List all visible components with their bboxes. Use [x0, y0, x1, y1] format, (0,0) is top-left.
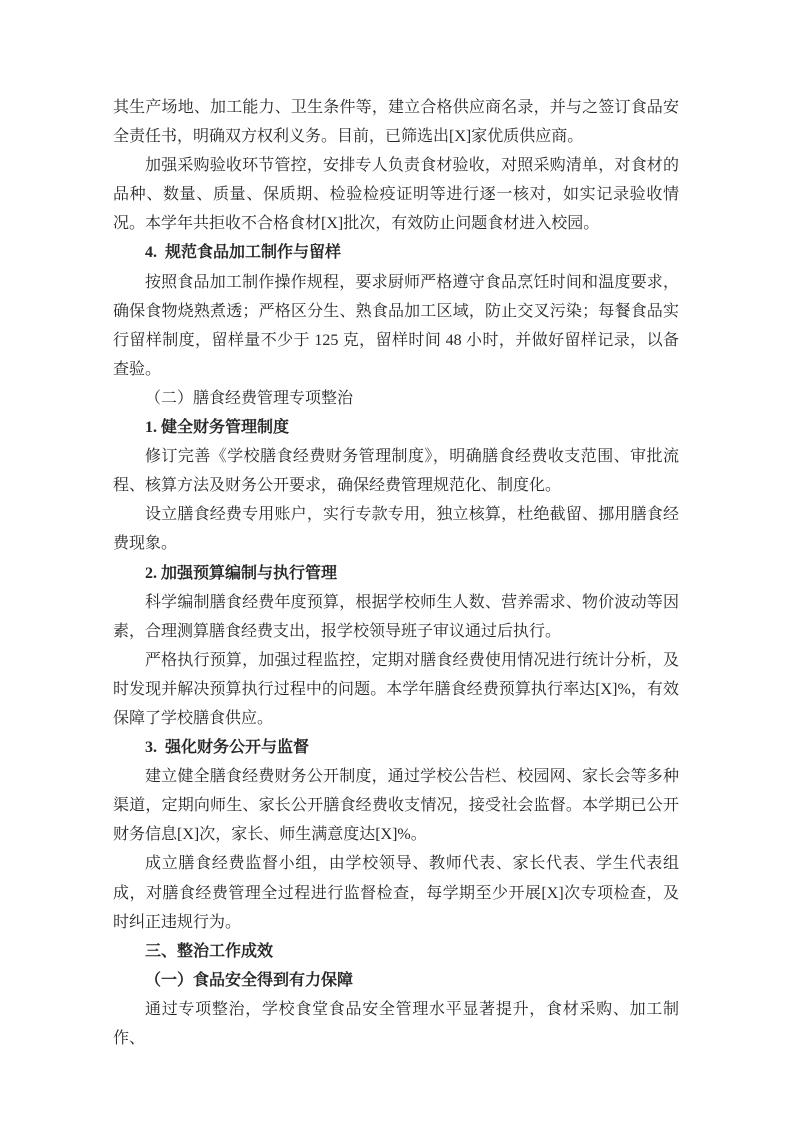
- paragraph-budget-preparation: 科学编制膳食经费年度预算，根据学校师生人数、营养需求、物价波动等因素，合理测算膳食经费支出，报学校领导班子审议通过后执行。: [113, 593, 679, 640]
- paragraph-financial-rules: 修订完善《学校膳食经费财务管理制度》，明确膳食经费收支范围、审批流程、核算方法及财务公开要求，确保经费管理规范化、制度化。: [113, 448, 679, 495]
- paragraph-dedicated-account: 设立膳食经费专用账户，实行专款专用，独立核算，杜绝截留、挪用膳食经费现象。: [113, 506, 679, 553]
- heading-chapter-3-results: 三、整治工作成效: [145, 942, 274, 960]
- heading-1-financial-system: 1. 健全财务管理制度: [145, 419, 290, 437]
- paragraph-supplier-screening: 其生产场地、加工能力、卫生条件等，建立合格供应商名录，并与之签订食品安全责任书，明确双方权利义务。目前，已筛选出[X]家优质供应商。: [113, 99, 679, 146]
- heading-2-budget-management: 2. 加强预算编制与执行管理: [145, 564, 338, 582]
- heading-3-financial-disclosure: 3. 强化财务公开与监督: [145, 739, 310, 757]
- document-page: [113, 93, 679, 1053]
- heading-section-1-food-safety-guaranteed: （一）食品安全得到有力保障: [145, 971, 354, 989]
- paragraph-supervision-group: 成立膳食经费监督小组，由学校领导、教师代表、家长代表、学生代表组成，对膳食经费管理全过程进行监督检查，每学期至少开展[X]次专项检查，及时纠正违规行为。: [113, 855, 679, 931]
- paragraph-budget-execution: 严格执行预算，加强过程监控，定期对膳食经费使用情况进行统计分析，及时发现并解决预算执行过程中的问题。本学年膳食经费预算执行率达[X]%，有效保障了学校膳食供应。: [113, 651, 679, 727]
- heading-4-food-processing-retention: 4. 规范食品加工制作与留样: [145, 244, 342, 262]
- paragraph-results-overview: 通过专项整治，学校食堂食品安全管理水平显著提升，食材采购、加工制作、: [113, 1000, 679, 1047]
- paragraph-cooking-and-sample-retention: 按照食品加工制作操作规程，要求厨师严格遵守食品烹饪时间和温度要求，确保食物烧熟煮透；严格区分生、熟食品加工区域，防止交叉污染；每餐食品实行留样制度，留样量不少于 125 克，留样时间 48 小时，并做好留样记录，以备查验。: [113, 273, 679, 378]
- paragraph-disclosure-channels: 建立健全膳食经费财务公开制度，通过学校公告栏、校园网、家长会等多种渠道，定期向师生、家长公开膳食经费收支情况，接受社会监督。本学期已公开财务信息[X]次，家长、师生满意度达[X]%。: [113, 768, 679, 844]
- heading-section-2-meal-funds: （二）膳食经费管理专项整治: [145, 389, 354, 407]
- paragraph-purchase-inspection: 加强采购验收环节管控，安排专人负责食材验收，对照采购清单，对食材的品种、数量、质量、保质期、检验检疫证明等进行逐一核对，如实记录验收情况。本学年共拒收不合格食材[X]批次，有效防止问题食材进入校园。: [113, 157, 679, 233]
